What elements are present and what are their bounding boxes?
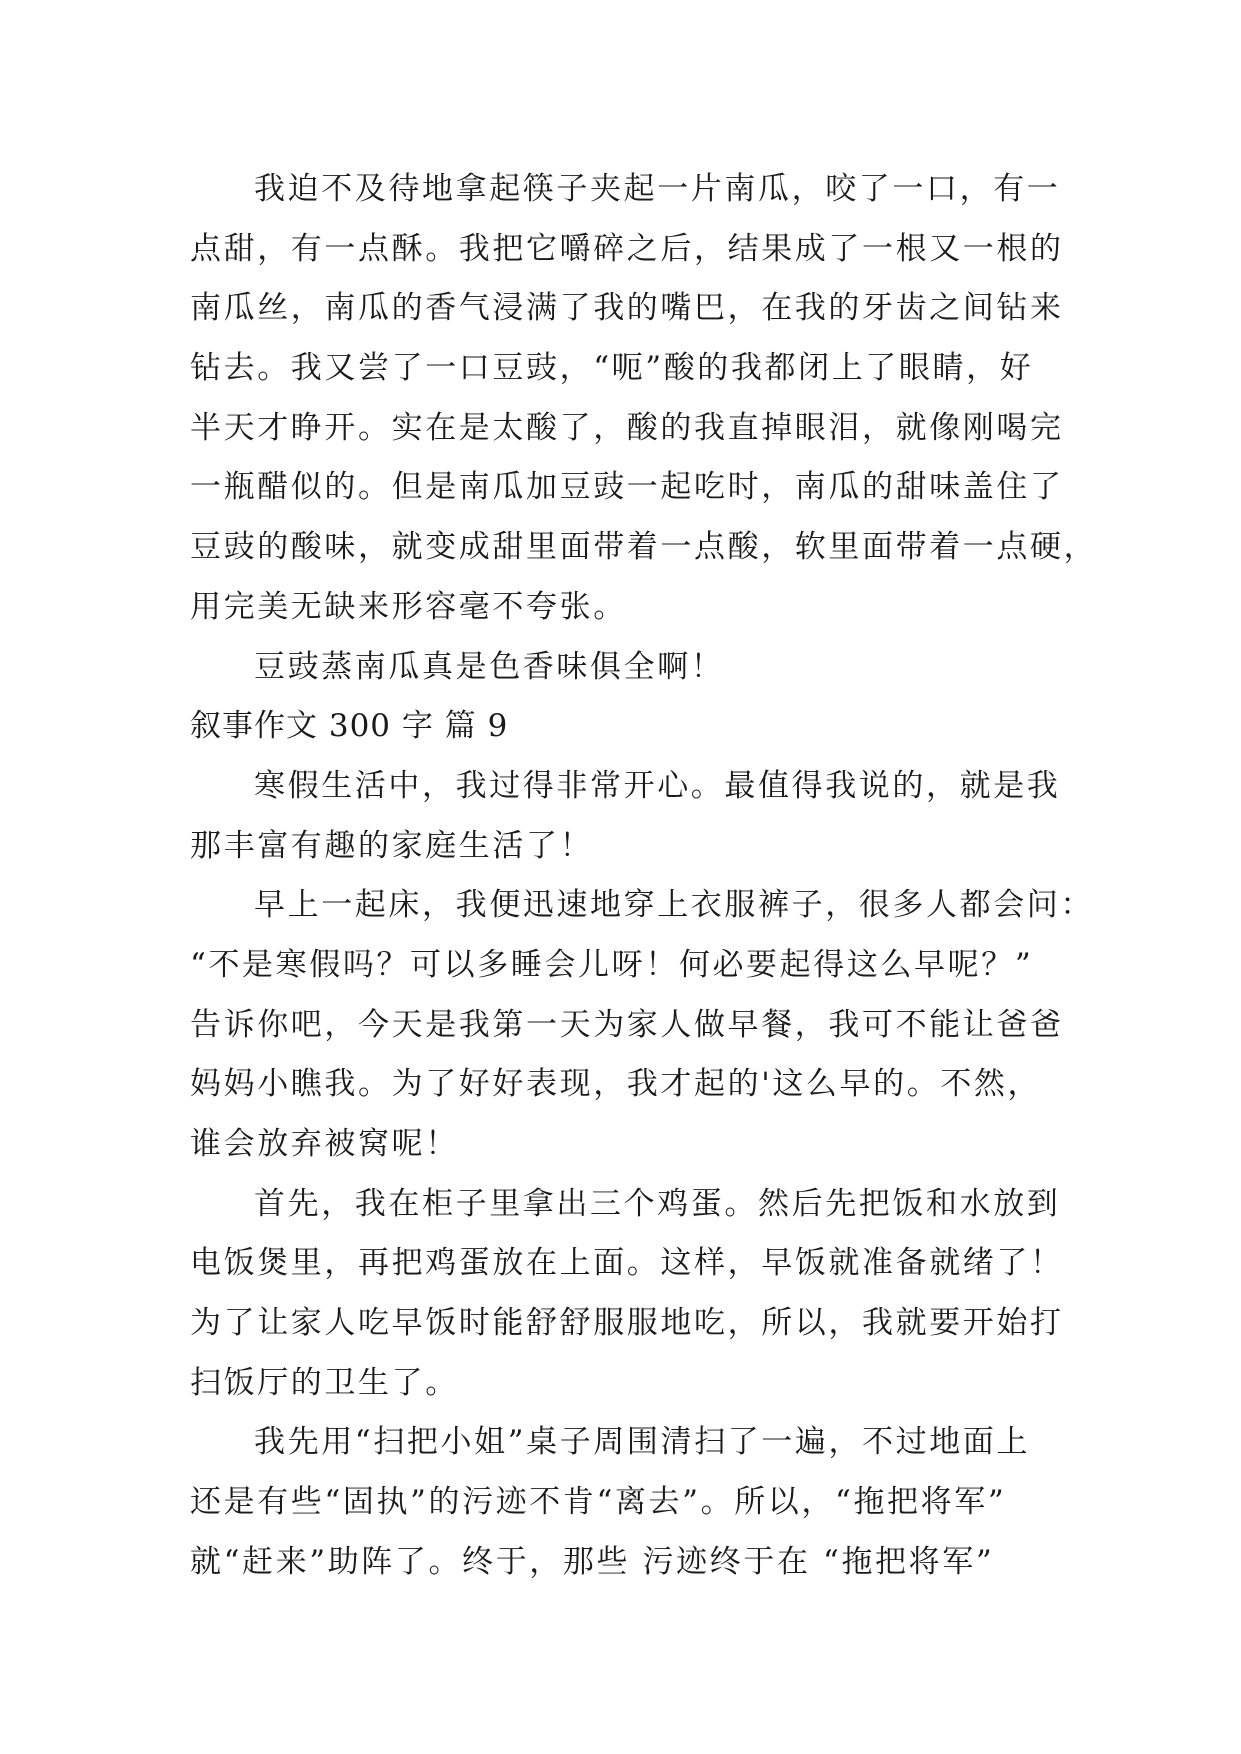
text-line: 钻去。我又尝了一口豆豉，“呃”酸的我都闭上了眼睛，好	[190, 350, 1034, 387]
text-line: 扫饭厅的卫生了。	[190, 1364, 459, 1401]
text-line: 一瓶醋似的。但是南瓜加豆豉一起吃时，南瓜的甜味盖住了	[190, 469, 1064, 506]
text-line: 谁会放弃被窝呢！	[190, 1126, 459, 1162]
section-heading: 叙事作文 300 字 篇 9	[190, 708, 509, 745]
text-line: 早上一起床，我便迅速地穿上衣服裤子，很多人都会问：	[254, 887, 1094, 924]
text-line: 南瓜丝，南瓜的香气浸满了我的嘴巴，在我的牙齿之间钻来	[190, 290, 1064, 327]
text-line: 妈妈小瞧我。为了好好表现，我才起的'这么早的。不然，	[190, 1066, 1042, 1103]
text-line: 豆豉的酸味，就变成甜里面带着一点酸，软里面带着一点硬，	[190, 529, 1098, 566]
text-line: 就“赶来”助阵了。终于，那些 污迹终于在 “拖把将军”	[190, 1543, 995, 1580]
text-line: 豆豉蒸南瓜真是色香味俱全啊！	[254, 648, 725, 685]
text-line: 电饭煲里，再把鸡蛋放在上面。这样，早饭就准备就绪了！	[190, 1245, 1064, 1282]
document-page	[190, 160, 1098, 1593]
text-line: 我先用“扫把小姐”桌子周围清扫了一遍，不过地面上	[254, 1424, 1031, 1461]
text-line: 点甜，有一点酥。我把它嚼碎之后，结果成了一根又一根的	[190, 230, 1064, 267]
text-line: “不是寒假吗？可以多睡会儿呀！何必要起得这么早呢？”	[190, 946, 1034, 983]
text-line: 首先，我在柜子里拿出三个鸡蛋。然后先把饭和水放到	[254, 1185, 1061, 1222]
text-line: 还是有些“固执”的污迹不肯“离去”。所以，“拖把将军”	[190, 1484, 1007, 1521]
text-line: 我迫不及待地拿起筷子夹起一片南瓜，咬了一口，有一	[254, 171, 1061, 207]
text-line: 寒假生活中，我过得非常开心。最值得我说的，就是我	[254, 767, 1061, 804]
text-line: 半天才睁开。实在是太酸了，酸的我直掉眼泪，就像刚喝完	[190, 409, 1064, 446]
text-line: 为了让家人吃早饭时能舒舒服服地吃，所以，我就要开始打	[190, 1305, 1064, 1342]
text-line: 告诉你吧，今天是我第一天为家人做早餐，我可不能让爸爸	[190, 1006, 1064, 1043]
text-line: 那丰富有趣的家庭生活了！	[190, 827, 594, 864]
text-line: 用完美无缺来形容毫不夸张。	[190, 588, 627, 625]
